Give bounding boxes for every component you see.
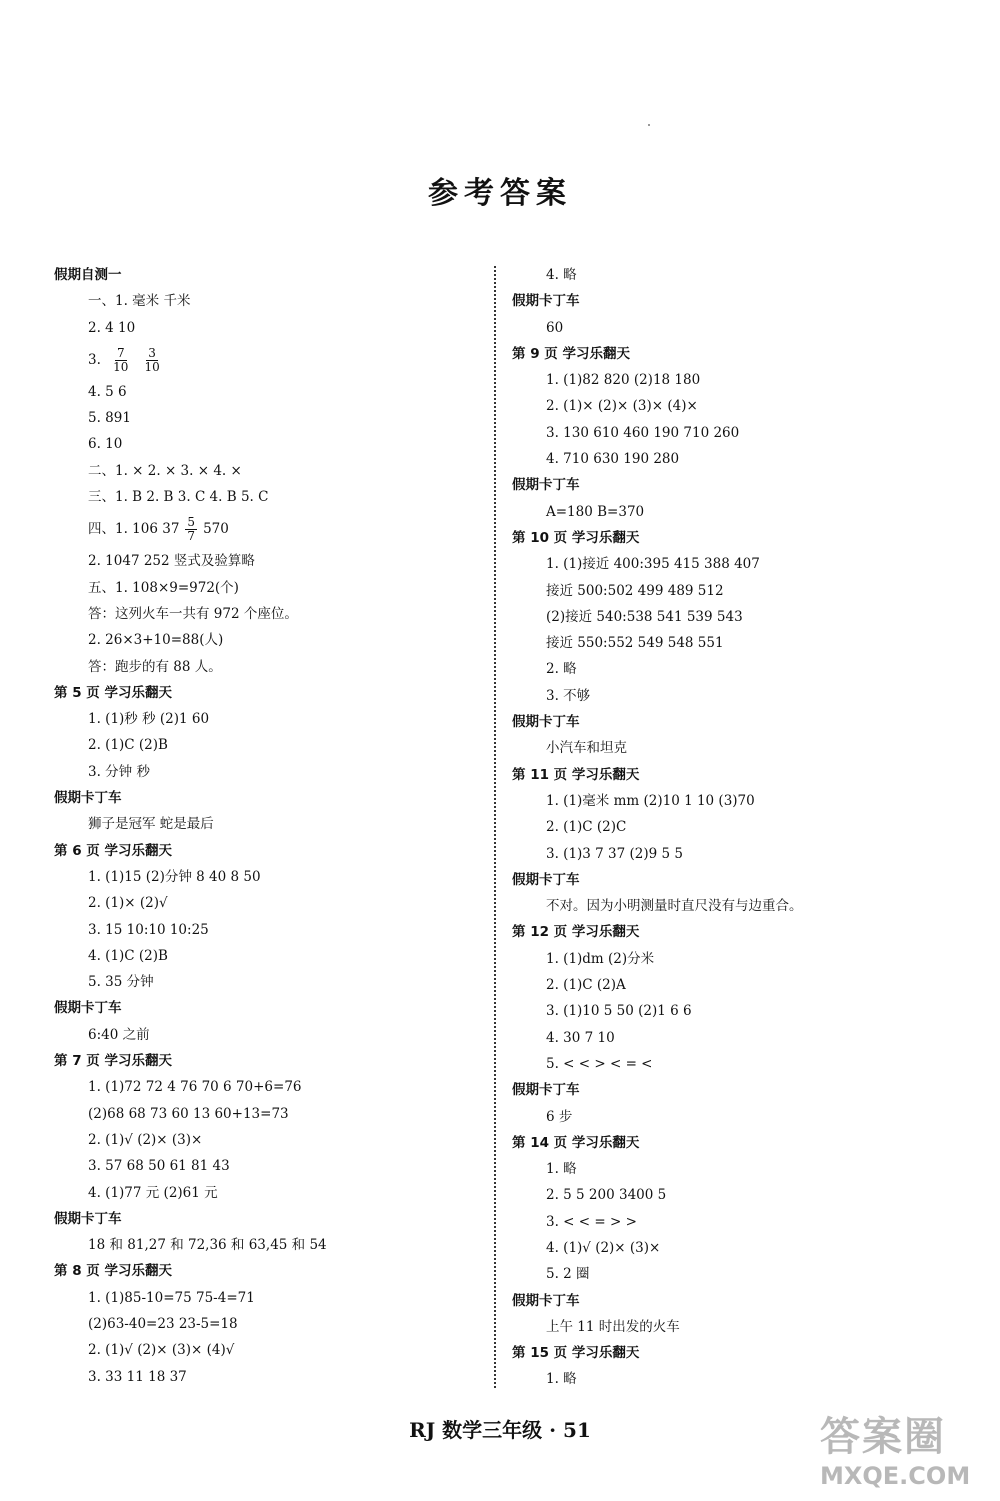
- section-heading: 假期卡丁车: [512, 293, 580, 310]
- answer-line: (2)63-40=23 23-5=18: [88, 1315, 238, 1332]
- answer-number: 3.: [88, 351, 106, 368]
- section-heading: 假期自测一: [54, 267, 122, 283]
- answer-line: 1. (1)dm (2)分米: [546, 950, 655, 967]
- answer-line: 一、1. 毫米 千米: [88, 293, 191, 310]
- left-column: [54, 262, 474, 1390]
- fraction: [142, 347, 161, 374]
- scan-dot: [648, 124, 650, 126]
- answer-line: 5. 891: [88, 410, 131, 427]
- answer-line: 60: [546, 319, 564, 336]
- fraction-numerator: 7: [116, 345, 125, 360]
- watermark-text: 答案圈: [820, 1414, 946, 1460]
- answer-line: 小汽车和坦克: [546, 740, 627, 757]
- answer-line: (2)68 68 73 60 13 60+13=73: [88, 1105, 289, 1122]
- answer-line: 2. 略: [546, 661, 577, 678]
- answer-line: (2)接近 540:538 541 539 543: [546, 608, 743, 625]
- answer-line: 2. 4 10: [88, 319, 136, 336]
- answer-line: 1. (1)毫米 mm (2)10 1 10 (3)70: [546, 792, 755, 809]
- answer-line: 上午 11 时出发的火车: [546, 1318, 680, 1335]
- answer-line: 3. 15 10:10 10:25: [88, 921, 209, 938]
- answer-line: 狮子是冠军 蛇是最后: [88, 816, 214, 833]
- answer-line: 接近 500:502 499 489 512: [546, 582, 724, 599]
- answer-line: 2. (1)√ (2)× (3)× (4)√: [88, 1342, 235, 1359]
- answer-line: 6. 10: [88, 436, 123, 453]
- answer-line: 2. (1)C (2)A: [546, 977, 626, 994]
- answer-line: 2. 5 5 200 3400 5: [546, 1187, 667, 1204]
- right-column: [512, 262, 952, 1393]
- section-heading: 假期卡丁车: [512, 477, 580, 494]
- section-heading: 第 8 页 学习乐翻天: [54, 1263, 172, 1280]
- answer-line: 2. (1)× (2)× (3)× (4)×: [546, 398, 698, 415]
- answer-line: 2. 1047 252 竖式及验算略: [88, 553, 255, 570]
- answer-line: 五、1. 108×9=972(个): [88, 579, 239, 596]
- answer-line: 6 步: [546, 1108, 573, 1125]
- answer-line: 4. 5 6: [88, 383, 127, 400]
- section-heading: 假期卡丁车: [54, 1000, 122, 1017]
- section-heading: 第 15 页 学习乐翻天: [512, 1345, 640, 1362]
- answer-line: 4. 710 630 190 280: [546, 451, 680, 468]
- answer-line: 2. (1)√ (2)× (3)×: [88, 1131, 203, 1148]
- section-heading: 第 10 页 学习乐翻天: [512, 529, 640, 546]
- answer-text: 四、1. 106 37: [88, 521, 180, 538]
- answer-text: 570: [203, 521, 229, 538]
- watermark-url: MXQE.COM: [820, 1462, 971, 1490]
- fraction: [185, 516, 197, 543]
- section-heading: 假期卡丁车: [54, 790, 122, 807]
- section-heading: 假期卡丁车: [512, 871, 580, 888]
- answer-line: 3. 不够: [546, 687, 591, 704]
- answer-line: 1. (1)秒 秒 (2)1 60: [88, 711, 210, 728]
- answer-line: 18 和 81,27 和 72,36 和 63,45 和 54: [88, 1237, 327, 1254]
- fraction-numerator: 3: [148, 345, 156, 360]
- answer-line: 4. 略: [546, 267, 577, 283]
- page-title: 参考答案: [428, 176, 572, 211]
- answer-line: 接近 550:552 549 548 551: [546, 635, 724, 652]
- answer-line: 5. 2 圈: [546, 1266, 590, 1283]
- answer-line: 3. < < = > >: [546, 1213, 637, 1230]
- answer-line: 答：这列火车一共有 972 个座位。: [88, 605, 298, 622]
- answer-line: [54, 341, 474, 379]
- answer-line: 二、1. × 2. × 3. × 4. ×: [88, 462, 242, 479]
- watermark-logo: [820, 1405, 990, 1495]
- answer-line: 3. 57 68 50 61 81 43: [88, 1158, 230, 1175]
- section-heading: 第 9 页 学习乐翻天: [512, 345, 630, 362]
- answer-line: 1. (1)15 (2)分钟 8 40 8 50: [88, 868, 261, 885]
- answer-line: [54, 510, 474, 548]
- section-heading: 第 11 页 学习乐翻天: [512, 766, 640, 783]
- answer-line: 3. 分钟 秒: [88, 763, 150, 780]
- answer-line: 4. (1)C (2)B: [88, 947, 168, 964]
- answer-line: 1. (1)接近 400:395 415 388 407: [546, 556, 760, 573]
- answer-line: 1. (1)82 820 (2)18 180: [546, 372, 701, 389]
- answer-line: 4. 30 7 10: [546, 1029, 615, 1046]
- answer-line: 三、1. B 2. B 3. C 4. B 5. C: [88, 489, 269, 506]
- fraction-denominator: 7: [187, 529, 196, 544]
- answer-line: 3. (1)3 7 37 (2)9 5 5: [546, 845, 683, 862]
- section-heading: 第 14 页 学习乐翻天: [512, 1134, 640, 1151]
- answer-line: 1. (1)85-10=75 75-4=71: [88, 1289, 255, 1306]
- page-footer: RJ 数学三年级 · 51: [409, 1418, 591, 1442]
- fraction: [111, 347, 130, 374]
- section-heading: 第 12 页 学习乐翻天: [512, 924, 640, 941]
- fraction-denominator: 10: [113, 359, 129, 374]
- fraction-numerator: 5: [187, 515, 196, 530]
- section-heading: 第 7 页 学习乐翻天: [54, 1053, 172, 1070]
- answer-line: 答：跑步的有 88 人。: [88, 658, 222, 675]
- answer-line: 1. 略: [546, 1371, 577, 1388]
- answer-line: 2. (1)C (2)B: [88, 737, 168, 754]
- answer-line: 3. 130 610 460 190 710 260: [546, 424, 740, 441]
- section-heading: 第 6 页 学习乐翻天: [54, 842, 172, 859]
- answer-line: 5. < < > < = <: [546, 1055, 653, 1072]
- answer-line: 4. (1)77 元 (2)61 元: [88, 1184, 218, 1201]
- answer-line: 4. (1)√ (2)× (3)×: [546, 1239, 661, 1256]
- answer-line: 1. 略: [546, 1161, 577, 1178]
- fraction-denominator: 10: [144, 359, 160, 374]
- answer-line: 2. (1)C (2)C: [546, 819, 627, 836]
- answer-line: A=180 B=370: [546, 503, 645, 520]
- answer-line: 1. (1)72 72 4 76 70 6 70+6=76: [88, 1079, 302, 1096]
- answer-line: 5. 35 分钟: [88, 974, 154, 991]
- answer-line: 2. 26×3+10=88(人): [88, 632, 224, 649]
- answer-line: 6:40 之前: [88, 1026, 150, 1043]
- column-divider: [494, 266, 496, 1388]
- answer-line: 2. (1)× (2)√: [88, 895, 168, 912]
- answer-line: 不对。因为小明测量时直尺没有与边重合。: [546, 898, 803, 915]
- section-heading: 假期卡丁车: [512, 1292, 580, 1309]
- section-heading: 假期卡丁车: [512, 1082, 580, 1099]
- answer-line: 3. (1)10 5 50 (2)1 6 6: [546, 1003, 692, 1020]
- section-heading: 假期卡丁车: [54, 1210, 122, 1227]
- answer-line: 3. 33 11 18 37: [88, 1368, 187, 1385]
- section-heading: 假期卡丁车: [512, 714, 580, 731]
- section-heading: 第 5 页 学习乐翻天: [54, 684, 172, 701]
